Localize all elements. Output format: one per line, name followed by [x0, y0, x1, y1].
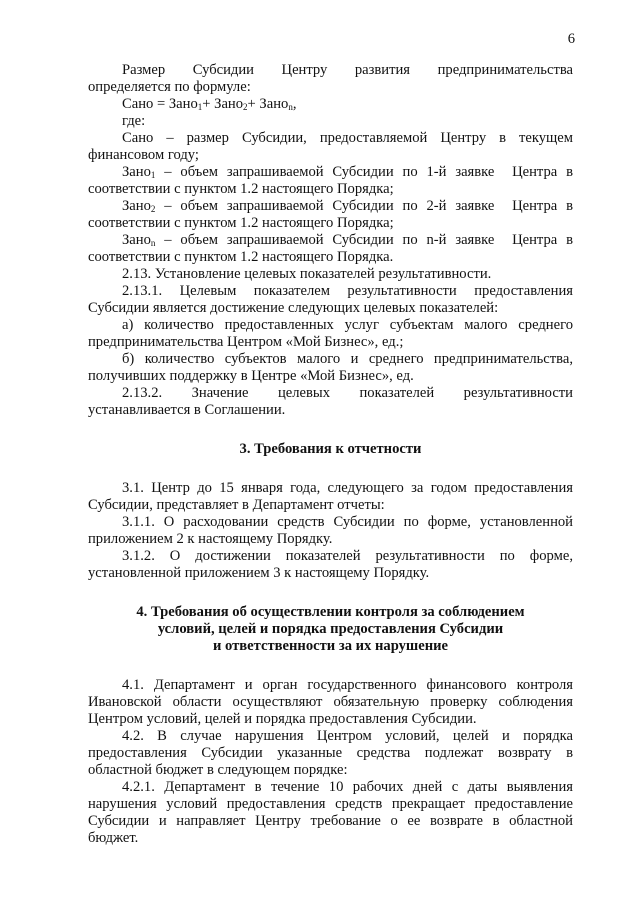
- paragraph-line: получивших поддержку в Центре «Мой Бизнес», ед.: [88, 368, 414, 384]
- formula-line: Сано = Зано$_1$+ Зано$_2$+ Зано$_n$,: [122, 96, 297, 112]
- paragraph-line: финансовом году;: [88, 147, 199, 163]
- paragraph-line: областной бюджет в следующем порядке:: [88, 762, 348, 778]
- paragraph-line: Субсидии является достижение следующих целевых показателей:: [88, 300, 499, 316]
- section-heading: 4. Требования об осуществлении контроля за соблюдением: [136, 604, 525, 620]
- paragraph-line: соответствии с пунктом 1.2 настоящего Порядка.: [88, 249, 394, 265]
- paragraph-line: а) количество предоставленных услуг субъектам малого среднего: [122, 317, 573, 333]
- section-heading: 3. Требования к отчетности: [239, 441, 422, 457]
- paragraph-line: соответствии с пунктом 1.2 настоящего Порядка;: [88, 215, 394, 231]
- paragraph-line: 2.13.1. Целевым показателем результативности предоставления: [122, 283, 573, 299]
- paragraph-line: предоставления Субсидии указанные средства подлежат возврату в: [88, 745, 573, 761]
- paragraph-line: приложением 2 к настоящему Порядку.: [88, 531, 333, 547]
- paragraph-line: 3.1.1. О расходовании средств Субсидии по форме, установленной: [122, 514, 573, 530]
- paragraph-line: Зано$_n$ – объем запрашиваемой Субсидии по n-й заявке Центра в: [122, 232, 573, 248]
- formula-section: [88, 62, 573, 419]
- paragraph-line: предпринимательства Центром «Мой Бизнес», ед.;: [88, 334, 404, 350]
- document-body: [88, 62, 573, 847]
- section-heading: и ответственности за их нарушение: [212, 638, 449, 654]
- section-4: [88, 604, 573, 847]
- paragraph-line: установленной приложением 3 к настоящему Порядку.: [88, 565, 430, 581]
- page-number: 6: [567, 31, 575, 47]
- paragraph-line: 3.1.2. О достижении показателей результативности по форме,: [122, 548, 573, 564]
- paragraph-line: Сано – размер Субсидии, предоставляемой Центру в текущем: [122, 130, 573, 146]
- paragraph-line: 4.2. В случае нарушения Центром условий, целей и порядка: [122, 728, 573, 744]
- paragraph-line: Зано$_1$ – объем запрашиваемой Субсидии по 1-й заявке Центра в: [122, 164, 573, 180]
- section-heading: условий, целей и порядка предоставления Субсидии: [157, 621, 504, 637]
- paragraph-line: Ивановской области осуществляют обязательную проверку соблюдения: [88, 694, 573, 710]
- paragraph-line: Центром условий, целей и порядка предоставления Субсидии.: [88, 711, 477, 727]
- paragraph-line: Субсидии, представляет в Департамент отчеты:: [88, 497, 385, 513]
- paragraph-line: нарушения условий предоставления средств прекращает предоставление: [88, 796, 573, 812]
- paragraph-line: 4.2.1. Департамент в течение 10 рабочих дней с даты выявления: [122, 779, 573, 795]
- paragraph-line: 2.13. Установление целевых показателей результативности.: [122, 266, 492, 282]
- paragraph-line: 4.1. Департамент и орган государственного финансового контроля: [122, 677, 573, 693]
- section-3: [88, 441, 573, 582]
- paragraph-line: Зано$_2$ – объем запрашиваемой Субсидии по 2-й заявке Центра в: [122, 198, 573, 214]
- paragraph-line: соответствии с пунктом 1.2 настоящего Порядка;: [88, 181, 394, 197]
- paragraph-line: устанавливается в Соглашении.: [88, 402, 286, 418]
- paragraph-line: б) количество субъектов малого и среднего предпринимательства,: [122, 351, 573, 367]
- paragraph-line: определяется по формуле:: [88, 79, 251, 95]
- paragraph-line: бюджет.: [88, 830, 139, 846]
- paragraph-line: Размер Субсидии Центру развития предпринимательства: [122, 62, 573, 78]
- paragraph-line: 3.1. Центр до 15 января года, следующего за годом предоставления: [122, 480, 573, 496]
- paragraph-line: 2.13.2. Значение целевых показателей результативности: [122, 385, 573, 401]
- paragraph-line: Субсидии и направляет Центру требование о ее возврате в областной: [88, 813, 573, 829]
- paragraph-line: где:: [122, 113, 146, 129]
